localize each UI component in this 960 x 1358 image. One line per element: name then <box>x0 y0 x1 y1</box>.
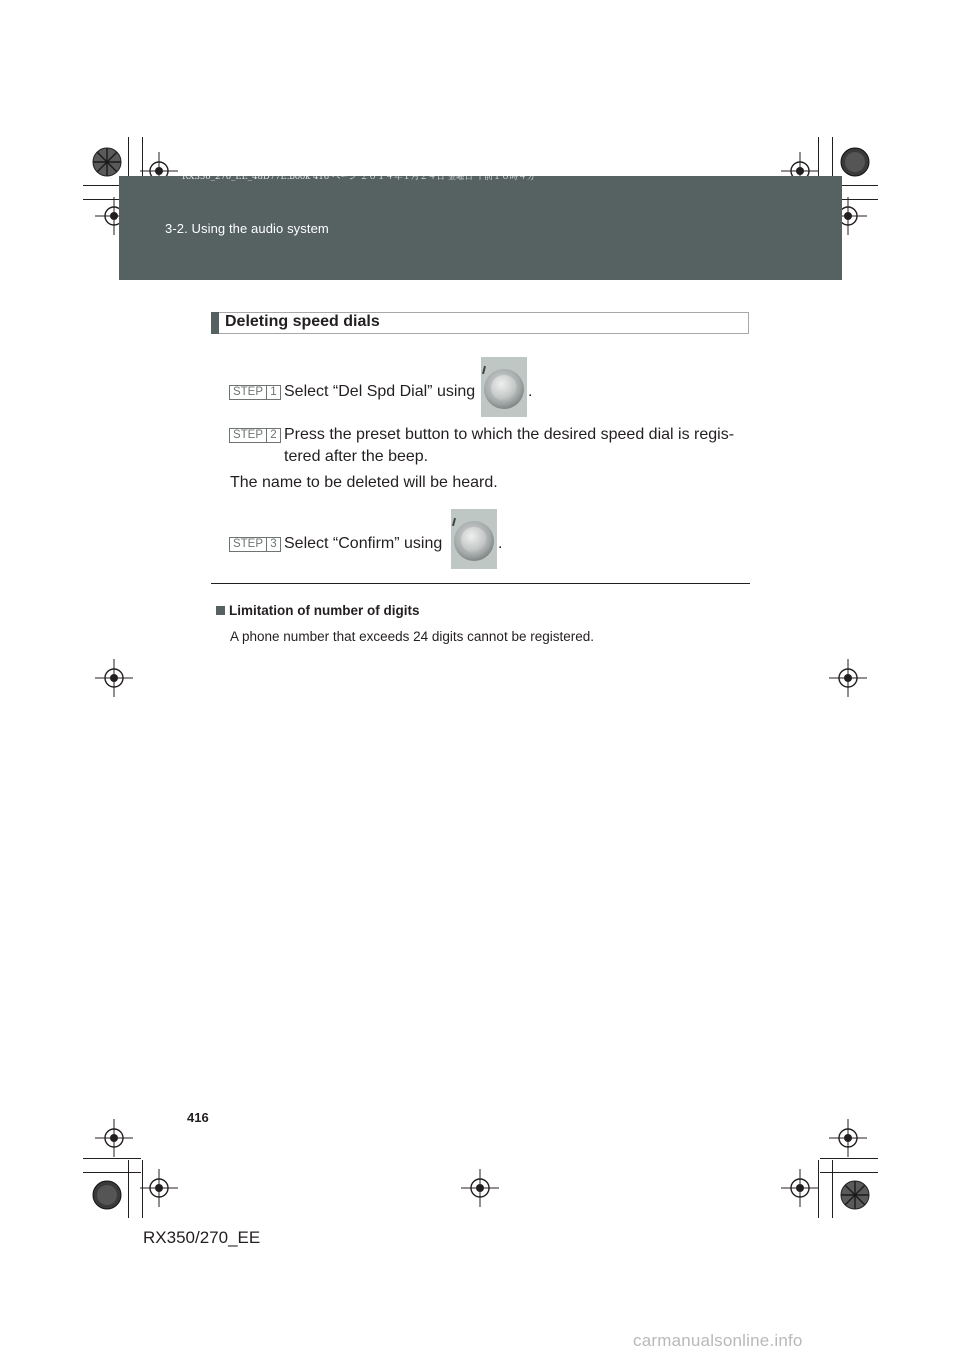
crosshair-icon <box>95 1119 133 1157</box>
step-2-badge <box>229 428 281 443</box>
step-badge-number: 1 <box>266 386 280 399</box>
crosshair-icon <box>829 659 867 697</box>
step-badge-number: 3 <box>266 538 280 551</box>
square-bullet-icon <box>216 606 225 615</box>
trim-line <box>820 1158 878 1159</box>
color-wheel-icon <box>92 147 122 177</box>
step-2-text-line2: tered after the beep. <box>284 448 429 465</box>
step-badge-word: STEP <box>232 386 264 398</box>
step-1-suffix: . <box>528 383 533 400</box>
step-badge-number: 2 <box>266 429 280 442</box>
color-wheel-icon <box>840 1180 870 1210</box>
page-number: 416 <box>187 1110 209 1125</box>
step-3-suffix: . <box>498 535 503 552</box>
crosshair-icon <box>95 659 133 697</box>
trim-line <box>820 1172 878 1173</box>
step-3-text: Select “Confirm” using <box>284 535 443 552</box>
section-title: Deleting speed dials <box>225 313 380 330</box>
note-title-text: Limitation of number of digits <box>229 603 420 618</box>
step-2-followup: The name to be deleted will be heard. <box>230 474 498 491</box>
control-knob-icon <box>451 509 497 569</box>
section-divider <box>211 583 750 584</box>
note-body: A phone number that exceeds 24 digits cannot be registered. <box>230 629 594 644</box>
section-label: 3-2. Using the audio system <box>165 221 329 236</box>
trim-line <box>832 1160 833 1218</box>
model-code: RX350/270_EE <box>143 1228 261 1247</box>
color-wheel-icon <box>92 1180 122 1210</box>
trim-line <box>83 1158 141 1159</box>
step-badge-word: STEP <box>232 538 264 550</box>
crosshair-icon <box>140 1169 178 1207</box>
note-title <box>216 603 419 618</box>
watermark: carmanualsonline.info <box>633 1331 803 1350</box>
section-heading-bar <box>211 312 219 334</box>
step-badge-word: STEP <box>232 429 264 441</box>
trim-line <box>128 1160 129 1218</box>
crosshair-icon <box>829 1119 867 1157</box>
color-wheel-icon <box>840 147 870 177</box>
step-3-badge <box>229 537 281 552</box>
control-knob-icon <box>481 357 527 417</box>
step-1-badge <box>229 385 281 400</box>
crosshair-icon <box>781 1169 819 1207</box>
step-2-text-line1: Press the preset button to which the desired speed dial is regis- <box>284 426 735 443</box>
crosshair-icon <box>461 1169 499 1207</box>
trim-line <box>83 1172 141 1173</box>
step-1-text: Select “Del Spd Dial” using <box>284 383 476 400</box>
book-stamp: RX350_270_EE_48D77E.book 416 ページ ２０１４年１月２４日 金曜日 午前１０時４分 <box>182 172 536 182</box>
